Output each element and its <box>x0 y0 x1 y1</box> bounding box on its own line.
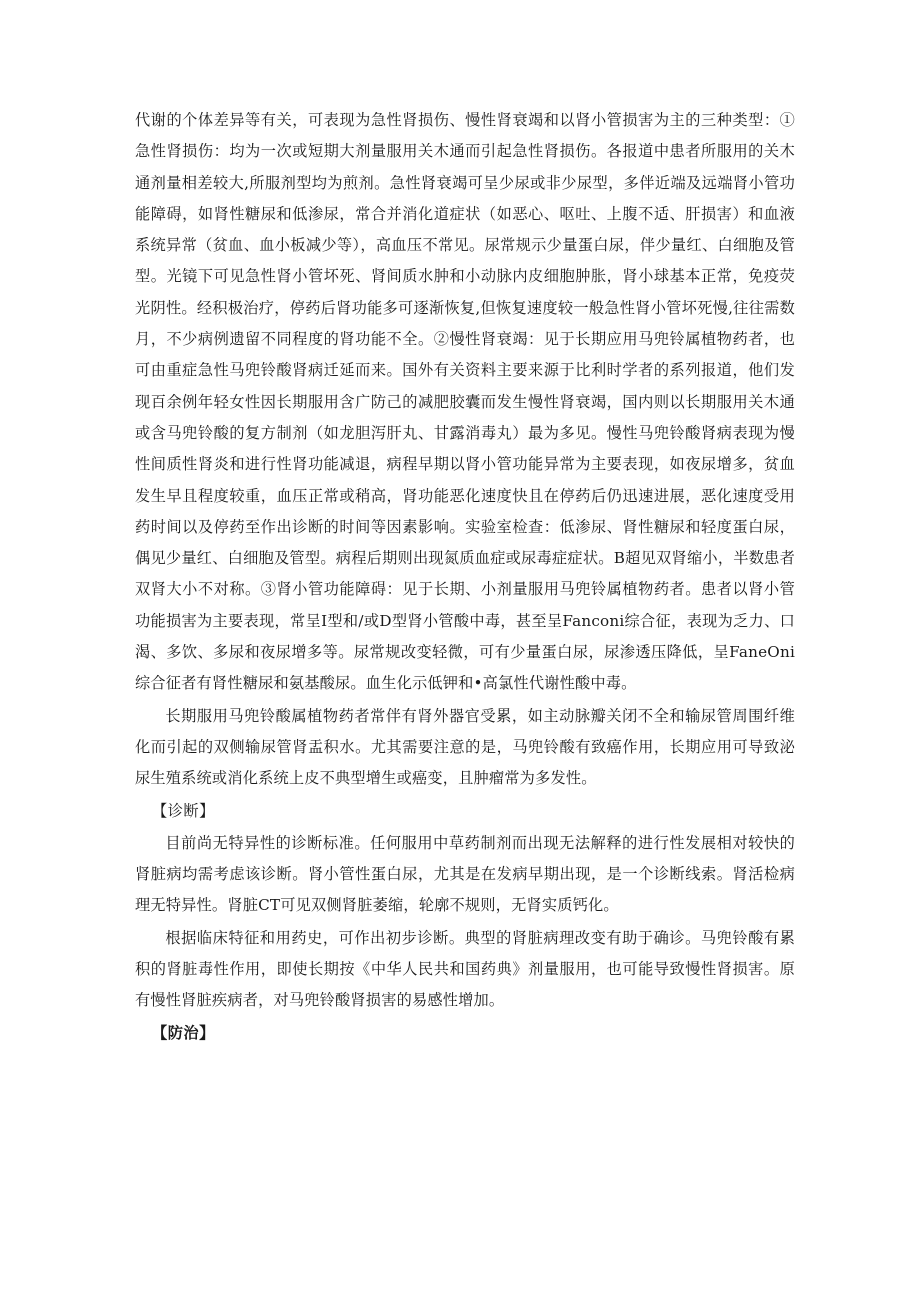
heading-diagnosis: 【诊断】 <box>152 801 215 820</box>
paragraph-extrarenal: 长期服用马兜铃酸属植物药者常伴有肾外器官受累，如主动脉瓣关闭不全和输尿管周围纤维化而引起的双侧输尿管肾盂积水。尤其需要注意的是，马兜铃酸有致癌作用，长期应用可导致泌尿生殖系统或消化系统上皮不典型增生或癌变，且肿瘤常为多发性。 <box>135 706 795 788</box>
paragraph-diagnosis-history: 根据临床特征和用药史，可作出初步诊断。典型的肾脏病理改变有助于确诊。马兜铃酸有累积的肾脏毒性作用，即使长期按《中华人民共和国药典》剂量服用，也可能导致慢性肾损害。原有慢性肾脏疾病者，对马兜铃酸肾损害的易感性增加。 <box>135 928 795 1010</box>
document-page <box>135 105 795 1049</box>
paragraph-diagnosis-criteria: 目前尚无特异性的诊断标准。任何服用中草药制剂而出现无法解释的进行性发展相对较快的肾脏病均需考虑该诊断。肾小管性蛋白尿，尤其是在发病早期出现，是一个诊断线索。肾活检病理无特异性。肾脏CT可见双侧肾脏萎缩，轮廓不规则，无肾实质钙化。 <box>135 833 795 915</box>
heading-treatment: 【防治】 <box>152 1023 215 1042</box>
paragraph-clinical-types: 代谢的个体差异等有关，可表现为急性肾损伤、慢性肾衰竭和以肾小管损害为主的三种类型：①急性肾损伤：均为一次或短期大剂量服用关木通而引起急性肾损伤。各报道中患者所服用的关木通剂量相差较大,所服剂型均为煎剂。急性肾衰竭可呈少尿或非少尿型，多伴近端及远端肾小管功能障碍，如肾性糖尿和低渗尿，常合并消化道症状（如恶心、呕吐、上腹不适、肝损害）和血液系统异常（贫血、血小板减少等），高血压不常见。尿常规示少量蛋白尿，伴少量红、白细胞及管型。光镜下可见急性肾小管坏死、肾间质水肿和小动脉内皮细胞肿胀，肾小球基本正常，免疫荧光阴性。经积极治疗，停药后肾功能多可逐渐恢复,但恢复速度较一般急性肾小管坏死慢,往往需数月，不少病例遗留不同程度的肾功能不全。②慢性肾衰竭：见于长期应用马兜铃属植物药者，也可由重症急性马兜铃酸肾病迁延而来。国外有关资料主要来源于比利时学者的系列报道，他们发现百余例年轻女性因长期服用含广防己的减肥胶囊而发生慢性肾衰竭，国内则以长期服用关木通或含马兜铃酸的复方制剂（如龙胆泻肝丸、甘露消毒丸）最为多见。慢性马兜铃酸肾病表现为慢性间质性肾炎和进行性肾功能减退，病程早期以肾小管功能异常为主要表现，如夜尿增多，贫血发生早且程度较重，血压正常或稍高，肾功能恶化速度快且在停药后仍迅速进展，恶化速度受用药时间以及停药至作出诊断的时间等因素影响。实验室检查：低渗尿、肾性糖尿和轻度蛋白尿，偶见少量红、白细胞及管型。病程后期则出现氮质血症或尿毒症症状。B超见双肾缩小，半数患者双肾大小不对称。③肾小管功能障碍：见于长期、小剂量服用马兜铃属植物药者。患者以肾小管功能损害为主要表现，常呈I型和/或D型肾小管酸中毒，甚至呈Fanconi综合征，表现为乏力、口渴、多饮、多尿和夜尿增多等。尿常规改变轻微，可有少量蛋白尿，尿渗透压降低，呈FaneOni综合征者有肾性糖尿和氨基酸尿。血生化示低钾和•高氯性代谢性酸中毒。 <box>135 111 795 693</box>
